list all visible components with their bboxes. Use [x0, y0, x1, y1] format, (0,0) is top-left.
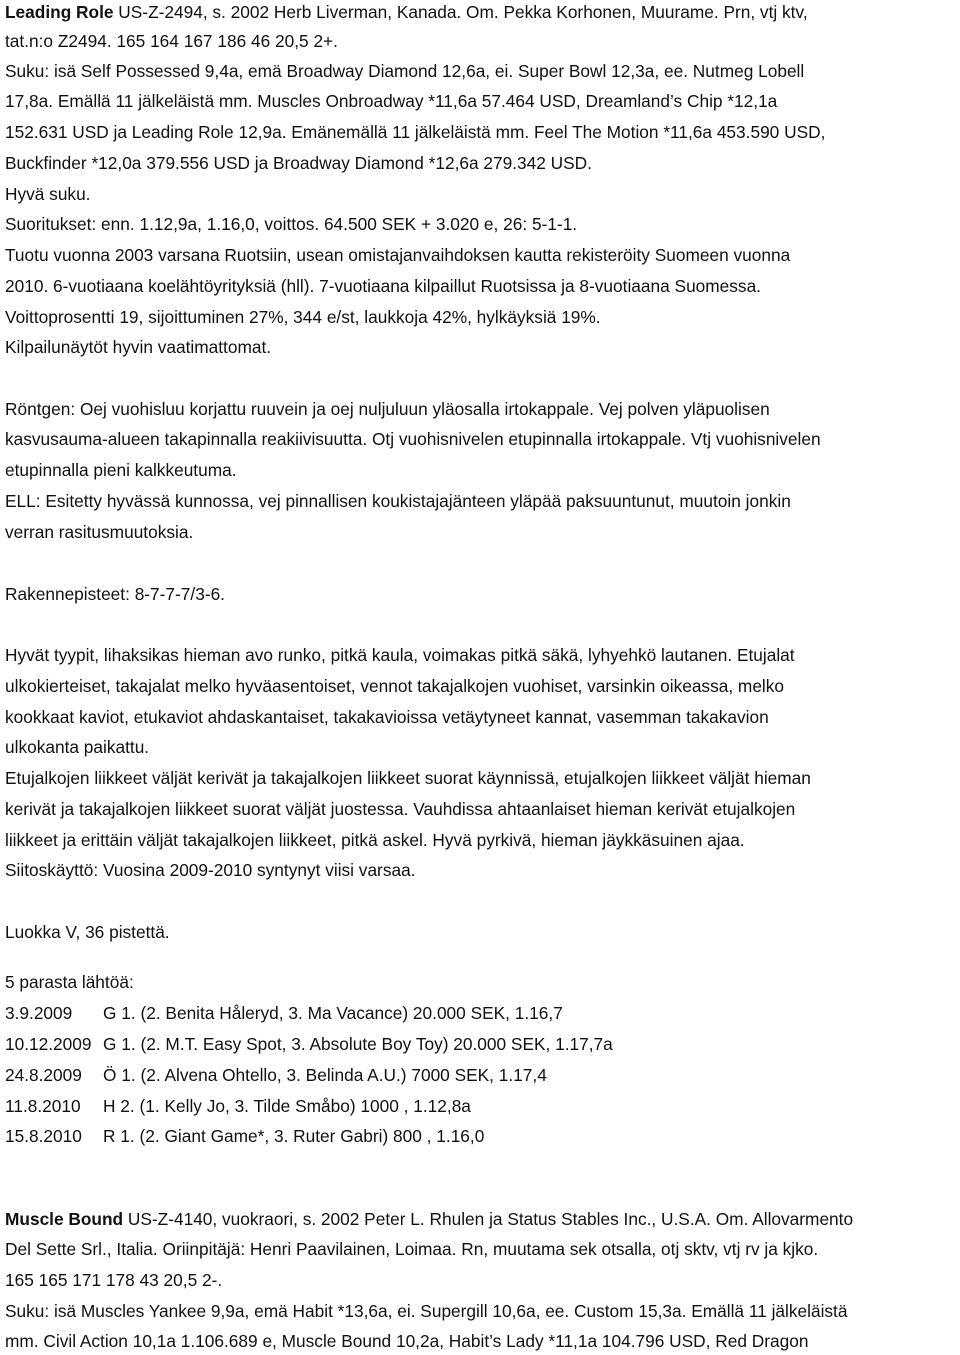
- entry1-pedigree-note: Hyvä suku.: [5, 184, 91, 204]
- entry1-registration: tat.n:o Z2494. 165 164 167 186 46 20,5 2+.: [5, 31, 338, 51]
- entry1-breeding-use: Siitoskäyttö: Vuosina 2009-2010 syntynyt viisi varsaa.: [5, 860, 416, 880]
- entry2-pedigree-line: Suku: isä Muscles Yankee 9,9a, emä Habit *13,6a, ei. Supergill 10,6a, ee. Custom 15,3a. Emällä 11 jälkeläistä: [5, 1301, 848, 1321]
- entry1-best-races-heading: 5 parasta lähtöä:: [5, 972, 134, 992]
- race-row: [5, 1001, 563, 1027]
- race-row: [5, 1063, 547, 1089]
- entry1-pedigree-line: 17,8a. Emällä 11 jälkeläistä mm. Muscles Onbroadway *11,6a 57.464 USD, Dreamland’s Chip *12,1a: [5, 91, 778, 111]
- entry1-description-line: ulkokierteiset, takajalat melko hyväasentoiset, vennot takajalkojen vuohiset, varsinkin oikeassa, melko: [5, 676, 785, 696]
- entry1-horse-name: Leading Role: [5, 2, 114, 22]
- race-row: [5, 1094, 471, 1120]
- entry1-header-text: US-Z-2494, s. 2002 Herb Liverman, Kanada. Om. Pekka Korhonen, Muurame. Prn, vtj ktv,: [113, 2, 808, 22]
- race-result: Ö 1. (2. Alvena Ohtello, 3. Belinda A.U.) 7000 SEK, 1.17,4: [103, 1065, 547, 1085]
- entry1-vet-line: verran rasitusmuutoksia.: [5, 522, 194, 542]
- entry1-header-line: [5, 0, 808, 26]
- race-result: G 1. (2. M.T. Easy Spot, 3. Absolute Boy Toy) 20.000 SEK, 1.17,7a: [103, 1034, 613, 1054]
- entry1-movement-line: Etujalkojen liikkeet väljät kerivät ja takajalkojen liikkeet suorat käynnissä, etujalkojen liikkeet väljät hieman: [5, 768, 811, 788]
- entry2-measurements: 165 165 171 178 43 20,5 2-.: [5, 1270, 223, 1290]
- entry1-xray-line: etupinnalla pieni kalkkeutuma.: [5, 460, 237, 480]
- entry1-pedigree-line: Buckfinder *12,0a 379.556 USD ja Broadway Diamond *12,6a 279.342 USD.: [5, 153, 592, 173]
- entry2-pedigree-line: mm. Civil Action 10,1a 1.106.689 e, Muscle Bound 10,2a, Habit’s Lady *11,1a 104.796 USD, Red Dragon: [5, 1331, 809, 1351]
- race-row: [5, 1032, 613, 1058]
- race-date: 10.12.2009: [5, 1034, 92, 1054]
- entry1-movement-line: liikkeet ja erittäin väljät takajalkojen liikkeet, pitkä askel. Hyvä pyrkivä, hieman jäykkäsuinen ajaa.: [5, 830, 745, 850]
- entry1-history-line: Tuotu vuonna 2003 varsana Ruotsiin, usean omistajanvaihdoksen kautta rekisteröity Suomeen vuonna: [5, 245, 791, 265]
- race-result: G 1. (2. Benita Håleryd, 3. Ma Vacance) 20.000 SEK, 1.16,7: [103, 1003, 563, 1023]
- entry1-vet-line: ELL: Esitetty hyvässä kunnossa, vej pinnallisen koukistajajänteen yläpää paksuuntunut, muutoin jonkin: [5, 491, 791, 511]
- entry1-pedigree-line: Suku: isä Self Possessed 9,4a, emä Broadway Diamond 12,6a, ei. Super Bowl 12,3a, ee. Nutmeg Lobell: [5, 61, 805, 81]
- entry2-horse-name: Muscle Bound: [5, 1209, 124, 1229]
- entry1-movement-line: kerivät ja takajalkojen liikkeet suorat väljät juostessa. Vauhdissa ahtaanlaiset hieman kerivät etujalkojen: [5, 799, 796, 819]
- entry1-description-line: ulkokanta paikattu.: [5, 737, 150, 757]
- entry1-xray-line: kasvusauma-alueen takapinnalla reakiivisuutta. Otj vuohisnivelen etupinnalla irtokappale. Vtj vuohisnivelen: [5, 429, 821, 449]
- race-date: 24.8.2009: [5, 1065, 82, 1085]
- entry1-stats: Voittoprosentti 19, sijoittuminen 27%, 344 e/st, laukkoja 42%, hylkäyksiä 19%.: [5, 307, 601, 327]
- entry1-description-line: Hyvät tyypit, lihaksikas hieman avo runko, pitkä kaula, voimakas pitkä säkä, lyhyehkö lautanen. Etujalat: [5, 645, 795, 665]
- entry2-header-text: US-Z-4140, vuokraori, s. 2002 Peter L. Rhulen ja Status Stables Inc., U.S.A. Om. Allovarmento: [123, 1209, 854, 1229]
- entry1-performance: Suoritukset: enn. 1.12,9a, 1.16,0, voittos. 64.500 SEK + 3.020 e, 26: 5-1-1.: [5, 214, 578, 234]
- race-date: 3.9.2009: [5, 1003, 73, 1023]
- entry1-description-line: kookkaat kaviot, etukaviot ahdaskantaiset, takakavioissa vetäytyneet kannat, vasemman takakavion: [5, 707, 769, 727]
- entry1-class: Luokka V, 36 pistettä.: [5, 922, 170, 942]
- race-date: 15.8.2010: [5, 1126, 82, 1146]
- entry1-pedigree-line: 152.631 USD ja Leading Role 12,9a. Emänemällä 11 jälkeläistä mm. Feel The Motion *11,6a 453.590 USD,: [5, 122, 826, 142]
- race-row: [5, 1124, 484, 1150]
- entry1-conformation-points: Rakennepisteet: 8-7-7-7/3-6.: [5, 584, 225, 604]
- race-result: H 2. (1. Kelly Jo, 3. Tilde Småbo) 1000 , 1.12,8a: [103, 1096, 471, 1116]
- race-result: R 1. (2. Giant Game*, 3. Ruter Gabri) 800 , 1.16,0: [103, 1126, 485, 1146]
- entry1-xray-line: Röntgen: Oej vuohisluu korjattu ruuvein ja oej nuljuluun yläosalla irtokappale. Vej polven yläpuolisen: [5, 399, 770, 419]
- entry2-header-line: [5, 1207, 853, 1233]
- entry2-owner-line: Del Sette Srl., Italia. Oriinpitäjä: Henri Paavilainen, Loimaa. Rn, muutama sek otsalla, otj sktv, vtj rv ja kjko.: [5, 1239, 819, 1259]
- entry1-race-note: Kilpailunäytöt hyvin vaatimattomat.: [5, 337, 272, 357]
- race-date: 11.8.2010: [5, 1096, 81, 1116]
- entry1-history-line: 2010. 6-vuotiaana koelähtöyrityksiä (hll). 7-vuotiaana kilpaillut Ruotsissa ja 8-vuotiaana Suomessa.: [5, 276, 761, 296]
